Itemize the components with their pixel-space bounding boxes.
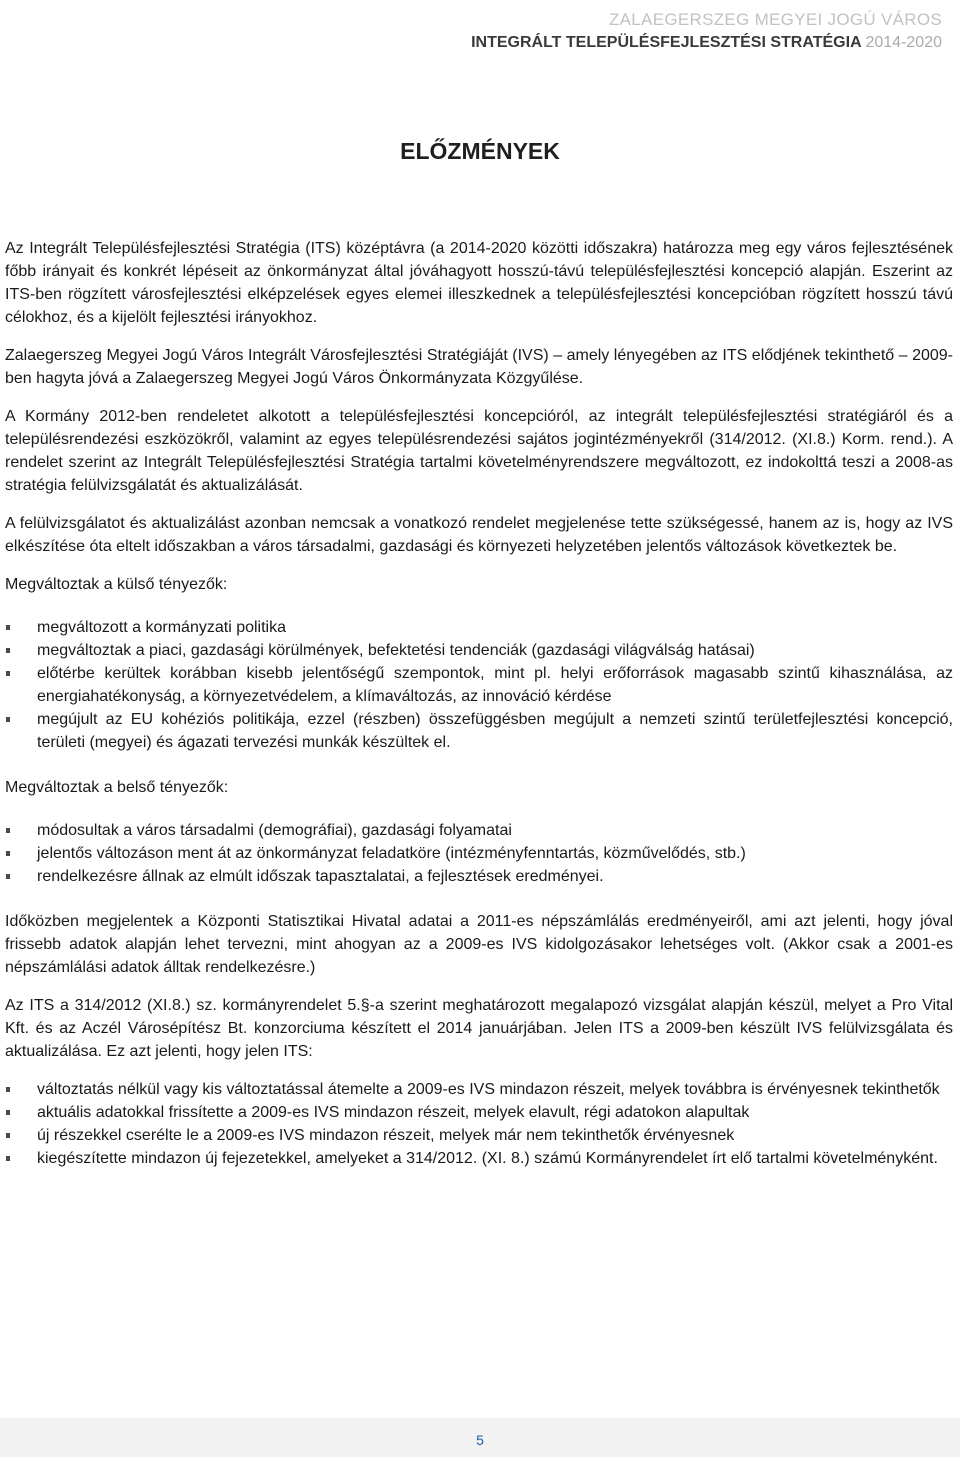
list-item [5,865,953,888]
running-header [471,10,942,52]
list-item [5,1147,953,1170]
list-item-text: előtérbe kerültek korábban kisebb jelentőségű szempontok, mint pl. helyi erőforrások magasabb szintű kihasználása, az energiahatékonyság, a környezetvédelem, a klímaváltozás, az innováció kérdése [37,665,953,705]
list-item-text: aktuális adatokkal frissítette a 2009-es IVS mindazon részeit, melyek elavult, régi adatokon alapultak [37,1104,750,1121]
page-title: ELŐZMÉNYEK [400,138,560,164]
list-item [5,616,953,639]
header-city: ZALAEGERSZEG MEGYEI JOGÚ VÁROS [608,10,942,29]
paragraph-its-intro: Az Integrált Településfejlesztési Stratégia (ITS) középtávra (a 2014-2020 közötti időszakra) határozza meg egy város fejlesztésének főbb irányait és konkrét lépéseit az önkormányzat által jóváhagyott hosszú-távú településfejlesztési koncepció alapján. Eszerint az ITS-ben rögzített városfejlesztési elképzelések egyes elemei illeszkednek a településfejlesztési koncepcióban rögzített hosszú távú célokhoz, és a kijelölt fejlesztési irányokhoz. [5,240,953,326]
bullet-icon [6,1133,10,1138]
bullet-icon [6,1087,10,1092]
bullet-icon [6,851,10,856]
paragraph-census-data: Időközben megjelentek a Központi Statisztikai Hivatal adatai a 2011-es népszámlálás eredményeiről, ami azt jelenti, hogy jóval frissebb adatok alapján lehet tervezni, mint ahogyan az a 2009-es IVS kidolgozásakor lehetséges volt. (Akkor csak a 2001-es népszámlálási adatok álltak rendelkezésre.) [5,913,953,976]
list-item-text: módosultak a város társadalmi (demográfiai), gazdasági folyamatai [37,822,512,839]
bullet-icon [6,874,10,879]
bullet-icon [6,625,10,630]
list-item-text: változtatás nélkül vagy kis változtatással átemelte a 2009-es IVS mindazon részeit, melyek továbbra is érvényesnek tekinthetők [37,1081,940,1098]
paragraph-revision-reason: A felülvizsgálatot és aktualizálást azonban nemcsak a vonatkozó rendelet megjelenése tette szükségessé, hanem az is, hogy az IVS elkészítése óta eltelt időszakban a város társadalmi, gazdasági és környezeti helyzetében jelentős változások következtek be. [5,515,953,555]
list-item [5,1124,953,1147]
list-item-text: új részekkel cserélte le a 2009-es IVS mindazon részeit, melyek már nem tekinthetők érvényesnek [37,1127,735,1144]
list-item [5,1078,953,1101]
list-item [5,1101,953,1124]
external-factors-list [5,616,953,754]
document-body [5,237,953,1192]
paragraph-its-basis: Az ITS a 314/2012 (XI.8.) sz. kormányrendelet 5.§-a szerint meghatározott megalapozó vizsgálat alapján készül, melyet a Pro Vital Kft. és az Aczél Városépítész Bt. konzorciuma készített el 2014 januárjában. Jelen ITS a 2009-ben készült IVS felülvizsgálata és aktualizálása. Ez azt jelenti, hogy jelen ITS: [5,997,953,1060]
header-document-title [471,34,942,52]
list-item [5,842,953,865]
bullet-icon [6,671,10,676]
list-item [5,819,953,842]
list-item-text: jelentős változáson ment át az önkormányzat feladatköre (intézményfenntartás, közművelődés, stb.) [37,845,746,862]
paragraph-ivs-history: Zalaegerszeg Megyei Jogú Város Integrált Városfejlesztési Stratégiáját (IVS) – amely lényegében az ITS elődjének tekinthető – 2009-ben hagyta jóvá a Zalaegerszeg Megyei Jogú Város Önkormányzata Közgyűlése. [5,347,953,387]
paragraph-government-decree: A Kormány 2012-ben rendeletet alkotott a településfejlesztési koncepcióról, az integrált településfejlesztési stratégiáról és a településrendezési eszközökről, valamint az egyes településrendezési sajátos jogintézményekről (314/2012. (XI.8.) Korm. rend.). A rendelet szerint az Integrált Településfejlesztési Stratégia tartalmi követelményrendszere megváltozott, ez indokolttá teszi a 2008-as stratégia felülvizsgálatát és aktualizálását. [5,408,953,494]
list-item-text: kiegészítette mindazon új fejezetekkel, amelyeket a 314/2012. (XI. 8.) számú Kormányrendelet írt elő tartalmi követelményként. [37,1150,938,1167]
bullet-icon [6,648,10,653]
its-changes-list [5,1078,953,1170]
list-item-text: rendelkezésre állnak az elmúlt időszak tapasztalatai, a fejlesztések eredményei. [37,868,604,885]
header-years: 2014-2020 [865,34,942,51]
bullet-icon [6,828,10,833]
header-strategy-name: INTEGRÁLT TELEPÜLÉSFEJLESZTÉSI STRATÉGIA [471,34,862,51]
page-footer [0,1418,960,1457]
page-number: 5 [476,1432,484,1448]
list-item [5,662,953,708]
internal-factors-list [5,819,953,888]
bullet-icon [6,1110,10,1115]
internal-factors-label: Megváltoztak a belső tényezők: [5,779,229,796]
external-factors-label: Megváltoztak a külső tényezők: [5,576,228,593]
bullet-icon [6,717,10,722]
list-item [5,639,953,662]
list-item-text: megújult az EU kohéziós politikája, ezzel (részben) összefüggésben megújult a nemzeti szintű területfejlesztési koncepció, területi (megyei) és ágazati tervezési munkák készültek el. [37,711,953,751]
list-item-text: megváltozott a kormányzati politika [37,619,286,636]
list-item-text: megváltoztak a piaci, gazdasági körülmények, befektetési tendenciák (gazdasági világválság hatásai) [37,642,755,659]
list-item [5,708,953,754]
bullet-icon [6,1156,10,1161]
